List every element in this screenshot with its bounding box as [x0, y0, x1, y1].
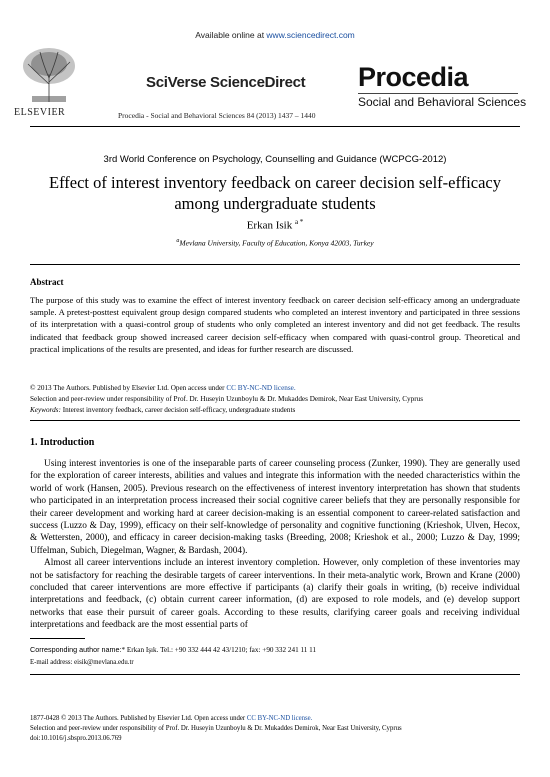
corresponding-author-note: Corresponding author name:* Erkan Işık. Tel.: +90 332 444 42 43/1210; fax: +90 332 241 11 11	[30, 645, 317, 654]
abstract-bottom-rule	[30, 420, 520, 421]
email-note: E-mail address: eisik@mevlana.edu.tr	[30, 659, 134, 666]
journal-logo-rule	[358, 93, 518, 94]
journal-logo-subtitle: Social and Behavioral Sciences	[358, 95, 527, 109]
footer-rule	[30, 674, 520, 675]
elsevier-tree-logo	[18, 44, 80, 106]
available-online-line: Available online at www.sciencedirect.com	[195, 30, 355, 40]
footer-peer-review: Selection and peer-review under responsibility of Prof. Dr. Huseyin Uzunboylu & Dr. Mukaddes Demirok, Near East University, Cyprus	[30, 725, 402, 732]
introduction-body	[30, 458, 520, 632]
abstract-text: The purpose of this study was to examine the effect of interest inventory feedback on career decision self-efficacy among an undergraduate sample. A pretest-posttest equivalent group design compared students who completed an interest inventory and participated in three sessions of its interpretation with a quasi-control group of students who only completed an interest inventory and did not get feedback. The results indicated that feedback group showed increased career decision self-efficacy when compared with quasi-control group. Theoretical and practical implications of the results are presented, and ideas for further research are discussed.	[30, 295, 520, 354]
sciencedirect-link[interactable]: www.sciencedirect.com	[266, 30, 355, 40]
affiliation: $^a$Mevlana University, Faculty of Education, Konya 42003, Turkey	[176, 238, 374, 248]
paragraph: Using interest inventories is one of the inseparable parts of career counseling process (Zunker, 1990). They are generally used for the exploration of career interests, abilities and values and integrate this information with the needed characteristics within the world of work (Hansen, 2005). Previous research on the effectiveness of interest inventory interpretation has shown that students who participated in an interpretation process increased their social cognitive career beliefs that they are personally responsible for their career development and working hard at career decision-making is an essential component to career-related satisfaction and success (Luzzo & Day, 1999), efficacy on their self-knowledge of personality and cognitive functioning (Krieshok, Ulven, Hecox, & Wettersten, 2000), and efficacy in career decision-making tasks (Breeding, 2008; Krieshok et al., 2000; Luzzo & Day, 1999; Uffelman, Subich, Diegelman, Wagner, & Bardash, 2004).	[30, 459, 520, 556]
journal-citation: Procedia - Social and Behavioral Sciences 84 (2013) 1437 – 1440	[118, 111, 316, 120]
abstract-top-rule	[30, 264, 520, 265]
publisher-name: ELSEVIER	[14, 107, 66, 118]
footer-doi: doi:10.1016/j.sbspro.2013.06.769	[30, 735, 122, 742]
footer-license-link[interactable]: CC BY-NC-ND license.	[246, 715, 313, 722]
conference-name: 3rd World Conference on Psychology, Counselling and Guidance (WCPCG-2012)	[103, 154, 447, 165]
journal-logo: Procedia	[358, 62, 469, 92]
paragraph: Almost all career interventions include an interest inventory completion. However, only completion of these inventories may not be satisfactory for reaching the desirable targets of career interventions. In their meta-analytic work, Brown and Krane (2000) concluded that career interventions are more effective if participants (a) clarify their goals in writing, (b) receive individual interpretations and feedback, (c) obtain current career information, (d) are exposed to role models, and (e) develop support networks that ease their pursuit of career goals. According to these results, clarifying career goals and receiving individual interpretations and feedback are the most essential parts of	[30, 558, 520, 631]
peer-review-line: Selection and peer-review under responsibility of Prof. Dr. Huseyin Uzunboylu & Dr. Mukaddes Demirok, Near East University, Cyprus	[30, 395, 424, 403]
footnote-rule	[30, 638, 85, 639]
license-line: © 2013 The Authors. Published by Elsevier Ltd. Open access under CC BY-NC-ND license.	[30, 384, 296, 392]
platform-name: SciVerse ScienceDirect	[146, 74, 306, 91]
keywords-line: Keywords: Interest inventory feedback, career decision self-efficacy, undergraduate students	[30, 406, 296, 414]
header-rule	[30, 126, 520, 127]
paper-title: Effect of interest inventory feedback on career decision self-efficacy among undergraduate students	[49, 173, 501, 213]
license-link[interactable]: CC BY-NC-ND license.	[226, 384, 296, 392]
footer-issn-line: 1877-0428 © 2013 The Authors. Published by Elsevier Ltd. Open access under CC BY-NC-ND license.	[30, 715, 313, 722]
author-line: Erkan Isik $^{a *}$	[246, 218, 304, 232]
section-heading: 1. Introduction	[30, 437, 95, 448]
abstract-heading: Abstract	[30, 277, 64, 287]
